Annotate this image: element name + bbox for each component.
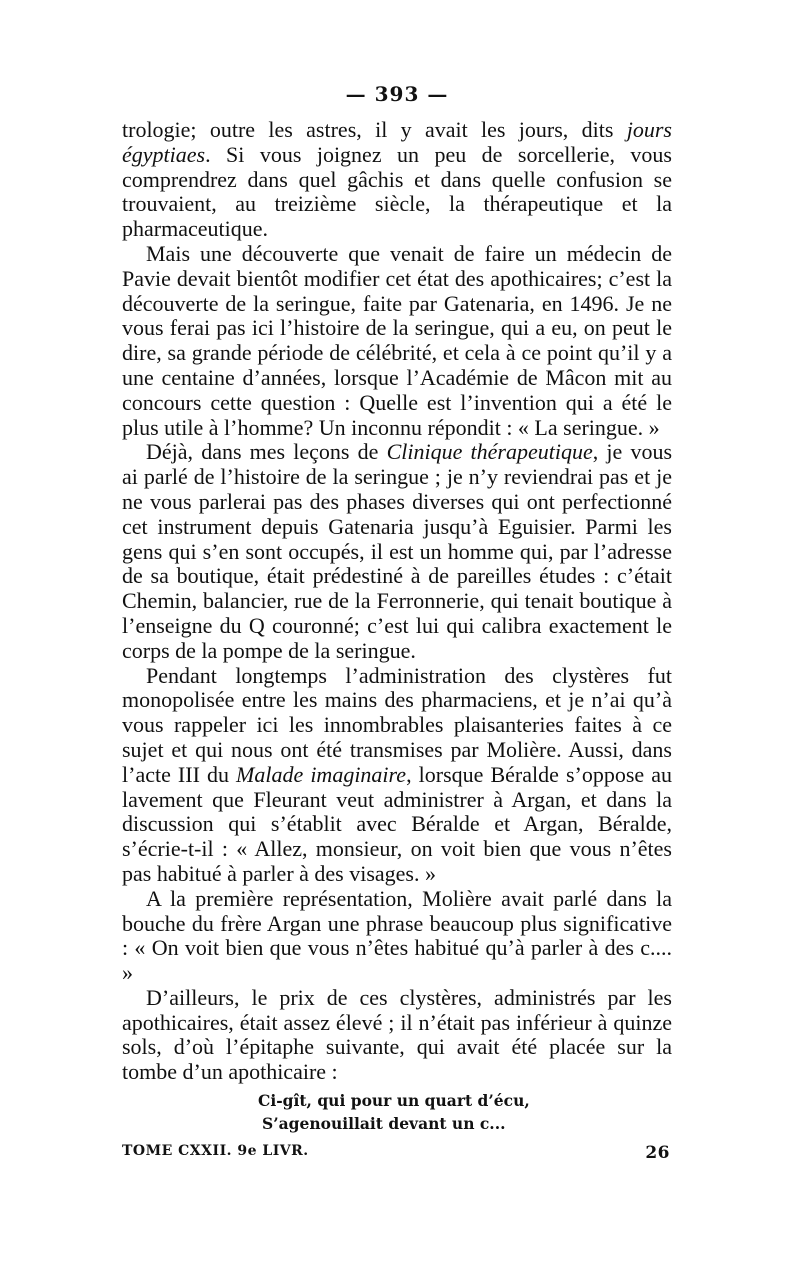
body-text bbox=[122, 118, 672, 1085]
epitaph-verse bbox=[258, 1089, 672, 1135]
text-run: trologie; outre les astres, il y avait les jours, dits bbox=[122, 117, 627, 142]
text-run: . Si vous joignez un peu de sorcellerie, vous comprendrez dans quel gâchis et dans quelle confusion se trouvaient, au treizième siècle, la thérapeutique et la pharmaceutique. bbox=[122, 141, 672, 242]
italic-title: Clinique thérapeutique bbox=[386, 439, 593, 465]
text-run: Mais une découverte que venait de faire un médecin de Pavie devait bientôt modifier cet état des apothicaires; c’est la découverte de la seringue, faite par Gatenaria, en 1496. Je ne vous ferai pas ici l’histoire de la seringue, qui a eu, on peut le dire, sa grande période de célébrité, et cela à ce point qu’il y a une centaine d’années, lorsque l’Académie de Mâcon mit au concours cette question : Quelle est l’invention qui a été le plus utile à l’homme? Un inconnu répondit : « La seringue. » bbox=[122, 240, 672, 440]
text-run: , je vous ai parlé de l’histoire de la seringue ; je n’y reviendrai pas et je ne vous parlerai pas des phases diverses qui ont perfectionné cet instrument depuis Gatenaria jusqu’à Eguisier. Parmi les gens qui s’en sont occupés, il est un homme qui, par l’adresse de sa boutique, était prédestiné à de pareilles études : c’était Chemin, balancier, rue de la Ferronnerie, qui tenait boutique à l’enseigne du Q couronné; c’est lui qui calibra exactement le corps de la pompe de la seringue. bbox=[122, 439, 673, 663]
book-page bbox=[122, 82, 672, 1163]
text-run: Pendant longtemps l’administration des clystères fut monopolisée entre les mains des pharmaciens, et je n’ai qu’à vous rappeler ici les innombrables plaisanteries faites à ce sujet et qui nous ont été transmises par Molière. Aussi, dans l’acte III du bbox=[122, 662, 672, 787]
paragraph bbox=[122, 440, 672, 663]
sheet-number: 26 bbox=[645, 1143, 670, 1164]
text-run: Déjà, dans mes leçons de bbox=[146, 439, 387, 465]
text-run: , lorsque Béralde s’oppose au lavement que Fleurant veut administrer à Argan, et dans la discussion qui s’établit avec Béralde et Argan, Béralde, s’écrie-t-il : « Allez, monsieur, on voit bien que vous n’êtes pas habitué à parler à des visages. » bbox=[122, 761, 673, 886]
page-number: — 393 — bbox=[345, 82, 449, 106]
paragraph bbox=[122, 118, 672, 242]
signature-line bbox=[122, 1143, 672, 1163]
paragraph bbox=[122, 664, 672, 887]
paragraph bbox=[122, 242, 672, 440]
text-run: D’ailleurs, le prix de ces clystères, administrés par les apothicaires, était assez élevé ; il n’était pas inférieur à quinze sols, d’où l’épitaphe suivante, qui avait été placée sur la tombe d’un apothicaire : bbox=[122, 984, 672, 1085]
italic-title: jours égyptiaes bbox=[122, 117, 672, 167]
italic-title: Malade imaginaire bbox=[236, 761, 407, 787]
paragraph bbox=[122, 887, 672, 986]
volume-signature: TOME CXXII. 9e LIVR. bbox=[122, 1143, 309, 1160]
verse-line: S’agenouillait devant un c... bbox=[262, 1114, 506, 1134]
paragraph bbox=[122, 986, 672, 1085]
text-run: A la première représentation, Molière avait parlé dans la bouche du frère Argan une phrase beaucoup plus significative : « On voit bien que vous n’êtes habitué qu’à parler à des c.... » bbox=[122, 885, 672, 986]
verse-line: Ci-gît, qui pour un quart d’écu, bbox=[258, 1091, 530, 1111]
